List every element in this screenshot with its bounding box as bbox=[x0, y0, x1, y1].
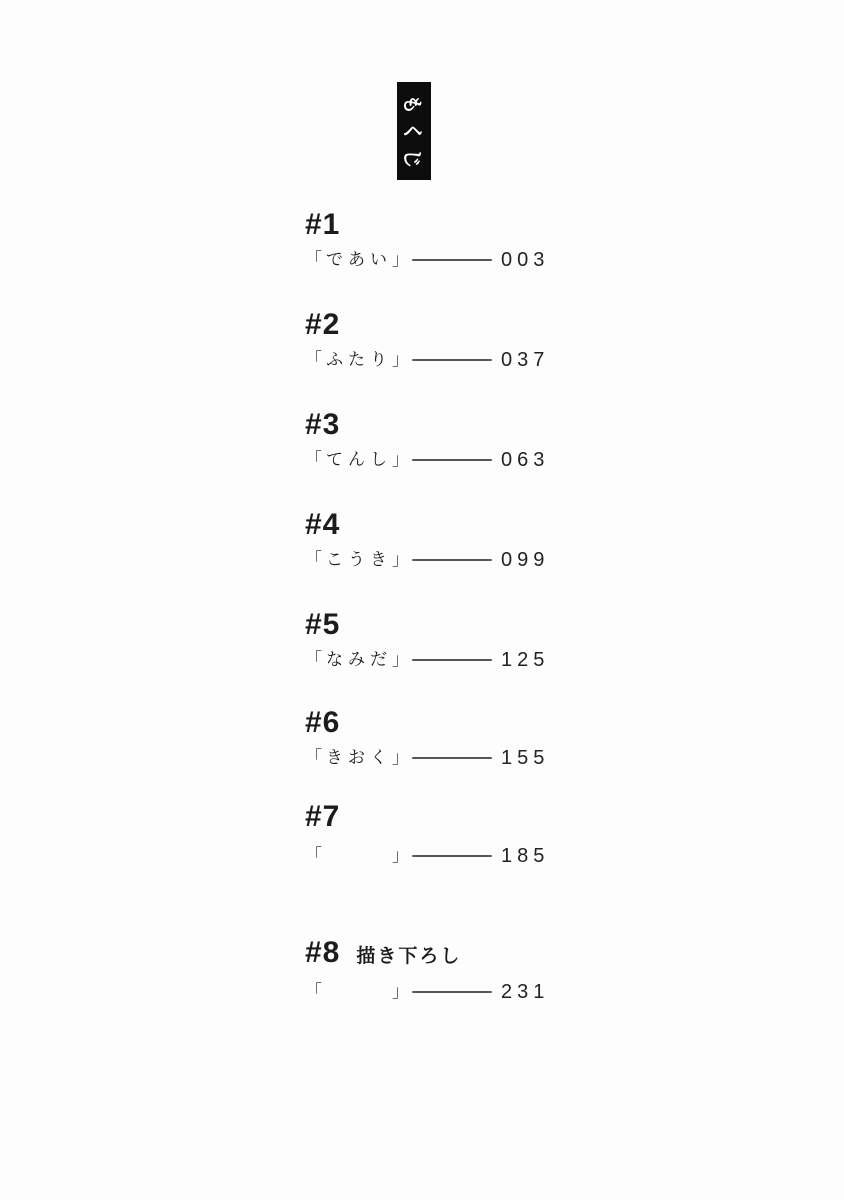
bracket-open: 「 bbox=[305, 250, 322, 269]
leader-line bbox=[412, 259, 492, 261]
bracket-close: 」 bbox=[392, 982, 409, 1001]
leader-line bbox=[412, 757, 492, 759]
chapter-title: きおく bbox=[326, 748, 392, 767]
leader-line bbox=[412, 559, 492, 561]
chapter-title: であい bbox=[326, 250, 392, 269]
chapter-number: #3 bbox=[305, 408, 341, 441]
bracket-open: 「 bbox=[305, 982, 322, 1001]
chapter-title-row bbox=[305, 842, 565, 870]
leader-line bbox=[412, 659, 492, 661]
toc-entry bbox=[305, 210, 565, 274]
toc-entry bbox=[305, 708, 565, 772]
chapter-note: 描き下ろし bbox=[356, 946, 462, 967]
chapter-number: #2 bbox=[305, 308, 341, 341]
chapter-number: #6 bbox=[305, 706, 341, 739]
chapter-title-row bbox=[305, 546, 565, 574]
chapter-title: なみだ bbox=[326, 650, 392, 669]
chapter-title: てんし bbox=[326, 450, 392, 469]
bracket-open: 「 bbox=[305, 350, 322, 369]
chapter-title-row bbox=[305, 978, 565, 1006]
chapter-heading bbox=[305, 610, 565, 640]
leader-line bbox=[412, 359, 492, 361]
bracket-close: 」 bbox=[392, 550, 409, 569]
leader-line bbox=[412, 855, 492, 857]
bracket-close: 」 bbox=[392, 748, 409, 767]
bracket-close: 」 bbox=[392, 450, 409, 469]
chapter-title-row bbox=[305, 446, 565, 474]
chapter-title-row bbox=[305, 346, 565, 374]
chapter-number: #5 bbox=[305, 608, 341, 641]
bracket-close: 」 bbox=[392, 350, 409, 369]
toc-entry bbox=[305, 610, 565, 674]
leader-line bbox=[412, 991, 492, 993]
toc-entry bbox=[305, 310, 565, 374]
page-number: 003 bbox=[501, 249, 550, 271]
chapter-number: #8 bbox=[305, 936, 341, 969]
page-number: 185 bbox=[501, 845, 550, 867]
chapter-title: ふたり bbox=[326, 350, 392, 369]
page-number: 037 bbox=[501, 349, 550, 371]
toc-entry bbox=[305, 802, 565, 870]
bracket-open: 「 bbox=[305, 846, 322, 865]
chapter-title-row bbox=[305, 646, 565, 674]
chapter-number: #4 bbox=[305, 508, 341, 541]
bracket-open: 「 bbox=[305, 550, 322, 569]
toc-entry bbox=[305, 938, 565, 1006]
chapter-heading bbox=[305, 210, 565, 240]
chapter-title-row bbox=[305, 246, 565, 274]
chapter-heading bbox=[305, 510, 565, 540]
bracket-open: 「 bbox=[305, 650, 322, 669]
bracket-open: 「 bbox=[305, 748, 322, 767]
bracket-open: 「 bbox=[305, 450, 322, 469]
leader-line bbox=[412, 459, 492, 461]
chapter-heading bbox=[305, 938, 565, 968]
page-number: 099 bbox=[501, 549, 550, 571]
page-number: 231 bbox=[501, 981, 550, 1003]
chapter-title-row bbox=[305, 744, 565, 772]
bracket-close: 」 bbox=[392, 846, 409, 865]
bracket-close: 」 bbox=[392, 250, 409, 269]
bracket-close: 」 bbox=[392, 650, 409, 669]
page-number: 125 bbox=[501, 649, 550, 671]
chapter-heading bbox=[305, 708, 565, 738]
toc-entry bbox=[305, 510, 565, 574]
contents-banner-label: もくじ bbox=[400, 94, 423, 175]
toc-entry bbox=[305, 410, 565, 474]
chapter-title: こうき bbox=[326, 550, 392, 569]
chapter-number: #7 bbox=[305, 800, 341, 833]
chapter-number: #1 bbox=[305, 208, 341, 241]
page-number: 063 bbox=[501, 449, 550, 471]
chapter-heading bbox=[305, 310, 565, 340]
chapter-heading bbox=[305, 802, 565, 832]
chapter-heading bbox=[305, 410, 565, 440]
contents-banner bbox=[397, 82, 431, 180]
page-number: 155 bbox=[501, 747, 550, 769]
